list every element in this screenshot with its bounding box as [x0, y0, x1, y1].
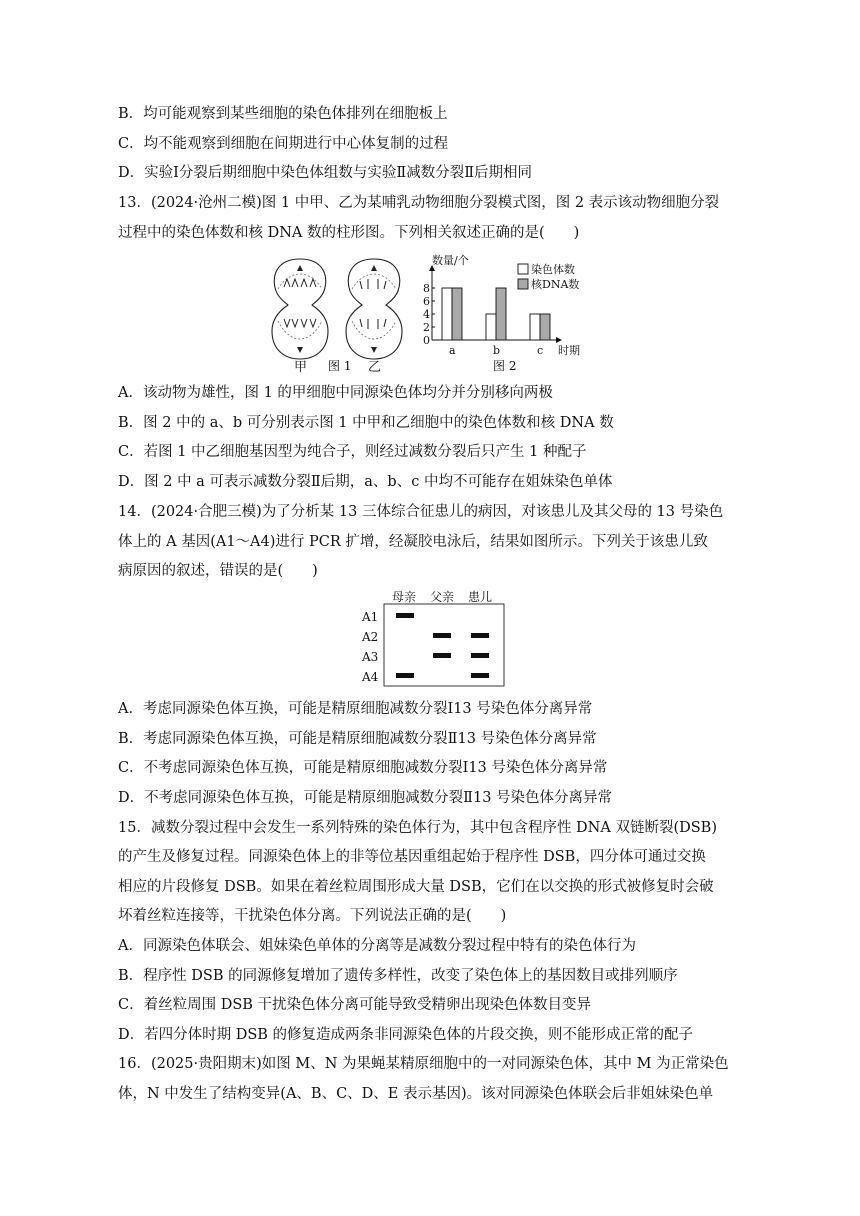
chart-legend-swatch	[518, 279, 528, 289]
chart-bar	[486, 314, 496, 340]
chart-category-label: a	[449, 344, 456, 357]
gel-row-a2: A2	[362, 630, 379, 644]
chart-bar	[530, 314, 540, 340]
gel-band	[471, 673, 489, 678]
q15-stem-line-3: 相应的片段修复 DSB。如果在着丝粒周围形成大量 DSB，它们在以交换的形式被修复时会破	[118, 879, 714, 895]
gel-band	[396, 613, 414, 618]
chart-category-label: c	[537, 344, 544, 357]
q12-option-b: B．均可能观察到某些细胞的染色体排列在细胞板上	[118, 106, 448, 122]
chart-y-tick-label: 4	[423, 308, 430, 321]
gel-col-child: 患儿	[468, 590, 493, 604]
chart-y-tick-label: 6	[423, 295, 430, 308]
q13-option-b: B．图 2 中的 a、b 可分别表示图 1 中甲和乙细胞中的染色体数和核 DNA 数	[118, 415, 614, 431]
q15-option-d: D．若四分体时期 DSB 的修复造成两条非同源染色体的片段交换，则不能形成正常的配子	[118, 1027, 694, 1043]
chart-legend-swatch	[518, 264, 528, 274]
gel-band	[396, 673, 414, 678]
figure-1-cell-diagrams	[268, 255, 414, 373]
q15-stem-line-2: 的产生及修复过程。同源染色体上的非等位基因重组起始于程序性 DSB，四分体可通过交换	[118, 849, 706, 865]
chart-legend-label: 染色体数	[531, 263, 575, 276]
q15-stem-line-4: 坏着丝粒连接等，干扰染色体分离。下列说法正确的是( )	[118, 908, 507, 924]
gel-row-a3: A3	[362, 650, 379, 664]
q13-stem-line-1: 13．(2024·沧州二模)图 1 中甲、乙为某哺乳动物细胞分裂模式图，图 2 表示该动物细胞分裂	[118, 195, 720, 211]
q15-option-c: C．着丝粒周围 DSB 干扰染色体分离可能导致受精卵出现染色体数目变异	[118, 997, 592, 1013]
chart-x-axis-arrow	[556, 337, 562, 343]
q13-option-a: A．该动物为雄性，图 1 的甲细胞中同源染色体均分并分别移向两极	[118, 385, 553, 401]
gel-col-father: 父亲	[430, 590, 455, 604]
q14-option-a: A．考虑同源染色体互换，可能是精原细胞减数分裂Ⅰ13 号染色体分离异常	[118, 701, 593, 717]
gel-band	[433, 653, 451, 658]
q12-option-d: D．实验Ⅰ分裂后期细胞中染色体组数与实验Ⅱ减数分裂Ⅱ后期相同	[118, 165, 533, 181]
cell-jia-label: 甲	[294, 360, 308, 373]
chart-category-label: b	[493, 344, 501, 357]
q13-option-c: C．若图 1 中乙细胞基因型为纯合子，则经过减数分裂后只产生 1 种配子	[118, 444, 587, 460]
figure-2-bar-chart	[414, 252, 594, 374]
gel-row-a4: A4	[362, 670, 379, 684]
q15-stem-line-1: 15．减数分裂过程中会发生一系列特殊的染色体行为，其中包含程序性 DNA 双链断裂(DSB)	[118, 820, 717, 836]
chart-bar	[540, 314, 550, 340]
gel-col-mother: 母亲	[392, 590, 417, 604]
chart-y-tick-label: 8	[423, 282, 430, 295]
figure-2-caption: 图 2	[493, 359, 517, 373]
q14-option-d: D．不考虑同源染色体互换，可能是精原细胞减数分裂Ⅱ13 号染色体分离异常	[118, 790, 613, 806]
figure-1-caption: 图 1	[328, 359, 352, 373]
gel-band	[471, 653, 489, 658]
gel-electrophoresis-figure	[356, 588, 506, 688]
chart-bar	[452, 288, 462, 340]
q16-stem-line-1: 16．(2025·贵阳期末)如图 M、N 为果蝇某精原细胞中的一对同源染色体，其中 M 为正常染色	[118, 1056, 729, 1072]
chart-y-tick-label: 2	[423, 321, 430, 334]
chart-bar	[496, 288, 506, 340]
gel-row-a1: A1	[362, 610, 379, 624]
q14-option-c: C．不考虑同源染色体互换，可能是精原细胞减数分裂Ⅰ13 号染色体分离异常	[118, 760, 608, 776]
q14-stem-line-3: 病原因的叙述，错误的是( )	[118, 563, 318, 579]
gel-band	[471, 633, 489, 638]
q15-option-a: A．同源染色体联会、姐妹染色单体的分离等是减数分裂过程中特有的染色体行为	[118, 938, 636, 954]
q14-stem-line-1: 14．(2024·合肥三模)为了分析某 13 三体综合征患儿的病因，对该患儿及其父母的 13 号染色	[118, 504, 724, 520]
chart-ylabel: 数量/个	[432, 254, 469, 267]
q15-option-b: B．程序性 DSB 的同源修复增加了遗传多样性，改变了染色体上的基因数目或排列顺序	[118, 968, 678, 984]
cell-yi	[346, 259, 402, 359]
q13-option-d: D．图 2 中 a 可表示减数分裂Ⅱ后期，a、b、c 中均不可能存在姐妹染色单体	[118, 474, 613, 490]
cell-yi-label: 乙	[368, 360, 382, 373]
chart-bar	[442, 288, 452, 340]
gel-band	[433, 633, 451, 638]
chart-y-tick-label: 0	[423, 334, 430, 347]
q12-option-c: C．均不能观察到细胞在间期进行中心体复制的过程	[118, 136, 449, 152]
q16-stem-line-2: 体，N 中发生了结构变异(A、B、C、D、E 表示基因)。该对同源染色体联会后非姐妹染色单	[118, 1086, 714, 1102]
q14-option-b: B．考虑同源染色体互换，可能是精原细胞减数分裂Ⅱ13 号染色体分离异常	[118, 731, 597, 747]
chart-legend-label: 核DNA数	[531, 278, 580, 291]
cell-jia	[272, 259, 328, 359]
chart-xlabel: 时期	[558, 344, 580, 357]
q13-stem-line-2: 过程中的染色体数和核 DNA 数的柱形图。下列相关叙述正确的是( )	[118, 225, 580, 241]
q14-stem-line-2: 体上的 A 基因(A1～A4)进行 PCR 扩增，经凝胶电泳后，结果如图所示。下列关于该患儿致	[118, 534, 708, 550]
